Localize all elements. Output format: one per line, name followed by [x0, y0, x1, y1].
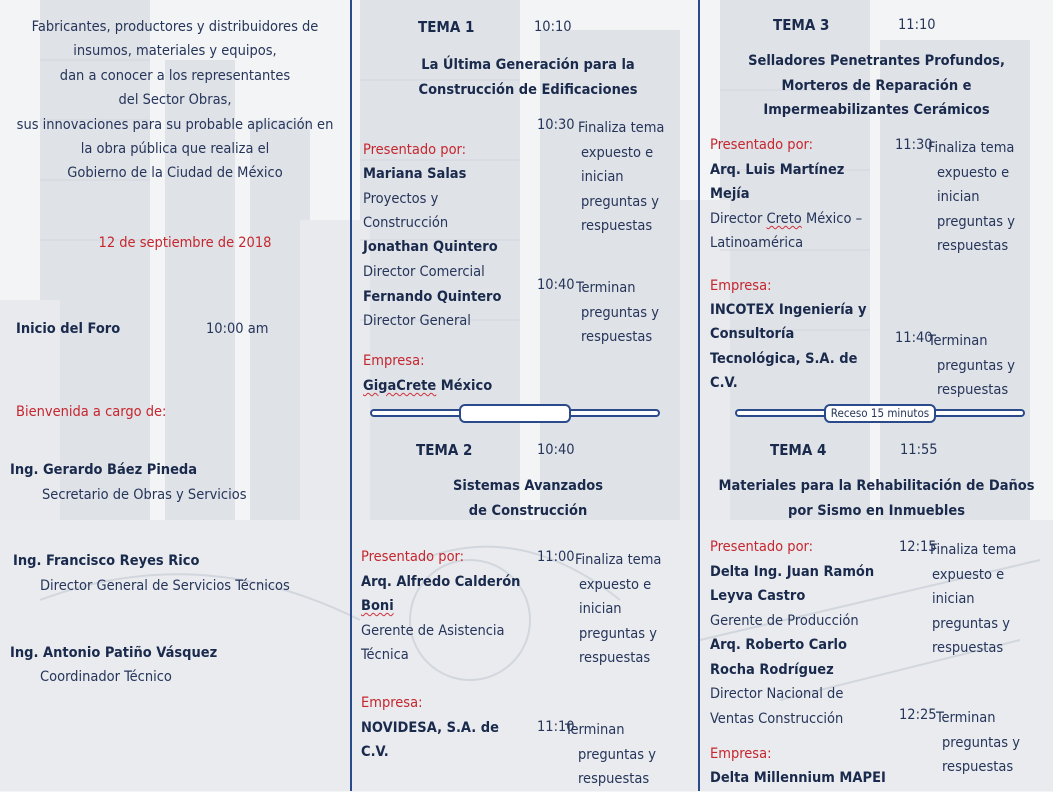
- speaker-name: Jonathan Quintero: [363, 239, 498, 255]
- tema4-title: Materiales para la Rehabilitación de Daños: [718, 478, 1035, 494]
- schedule-line: preguntas y: [579, 625, 657, 642]
- company-name: NOVIDESA, S.A. de: [361, 720, 499, 736]
- schedule-time: 12:25: [899, 707, 937, 723]
- event-date: 12 de septiembre de 2018: [98, 235, 272, 251]
- role-part: Director: [710, 211, 767, 227]
- schedule-line: preguntas y: [937, 357, 1015, 374]
- column-divider-1: [350, 0, 352, 791]
- schedule-time: 10:30: [537, 117, 575, 133]
- schedule-line: respuestas: [579, 650, 651, 667]
- tema1-presentado-label: Presentado por:: [363, 142, 467, 158]
- tema4-time: 11:55: [900, 442, 938, 458]
- speaker-surname: Boni: [361, 598, 394, 614]
- speaker-name: Arq. Alfredo Calderón: [361, 574, 521, 590]
- company-name: Delta Millennium MAPEI: [710, 770, 886, 786]
- schedule-line: inician: [932, 591, 975, 608]
- schedule-note: [575, 548, 661, 671]
- tema2-time: 10:40: [537, 442, 575, 458]
- schedule-line: respuestas: [937, 382, 1009, 399]
- speaker-role: [710, 210, 862, 228]
- speaker-name: [361, 597, 394, 615]
- intro-line: Gobierno de la Ciudad de México: [67, 165, 283, 182]
- company-name: Tecnológica, S.A. de: [710, 351, 858, 367]
- tema1-title: Construcción de Edificaciones: [418, 82, 638, 98]
- intro-line: la obra pública que realiza el: [80, 141, 270, 158]
- schedule-line: preguntas y: [932, 615, 1010, 632]
- tema2-title: Sistemas Avanzados: [452, 478, 604, 494]
- speaker-role: Técnica: [361, 647, 409, 663]
- schedule-line: Terminan: [928, 333, 988, 349]
- schedule-time: 10:40: [537, 277, 575, 293]
- tema1-empresa: [363, 377, 492, 395]
- person-name: Ing. Antonio Patiño Vásquez: [10, 645, 218, 661]
- schedule-line: preguntas y: [942, 734, 1020, 751]
- schedule-note: [928, 136, 1015, 259]
- speaker-role: Ventas Construcción: [710, 711, 844, 727]
- inicio-time: 10:00 am: [206, 321, 269, 337]
- tema3-presentado-label: Presentado por:: [710, 137, 814, 153]
- schedule-time: 11:30: [895, 137, 933, 153]
- person-role: Secretario de Obras y Servicios: [42, 487, 247, 503]
- schedule-line: preguntas y: [937, 213, 1015, 230]
- company-name: México: [436, 378, 493, 394]
- inicio-label: Inicio del Foro: [16, 321, 121, 337]
- schedule-line: Terminan: [576, 280, 636, 296]
- schedule-line: Finaliza tema: [575, 552, 662, 568]
- intro-line: dan a conocer a los representantes: [59, 67, 291, 84]
- speaker-name: Rocha Rodríguez: [710, 662, 834, 678]
- schedule-line: inician: [581, 169, 624, 186]
- schedule-note: [578, 116, 664, 239]
- company-name: C.V.: [361, 744, 389, 760]
- role-part: Creto: [766, 211, 802, 227]
- schedule-time: 11:40: [895, 330, 933, 346]
- speaker-role: Construcción: [363, 215, 449, 231]
- tema4-presentado-label: Presentado por:: [710, 539, 814, 555]
- schedule-time: 12:15: [899, 539, 937, 555]
- schedule-line: inician: [579, 601, 622, 618]
- tema1-empresa-label: Empresa:: [363, 353, 425, 369]
- company-name: INCOTEX Ingeniería y: [710, 302, 867, 318]
- schedule-line: respuestas: [578, 771, 650, 788]
- tema4-title: por Sismo en Inmuebles: [788, 503, 965, 519]
- speaker-role: Director Comercial: [363, 264, 485, 280]
- schedule-line: respuestas: [937, 238, 1009, 255]
- tema2-label: TEMA 2: [416, 441, 473, 459]
- tema3-label: TEMA 3: [773, 16, 830, 34]
- tema3-empresa-label: Empresa:: [710, 278, 772, 294]
- speaker-role: Gerente de Producción: [710, 613, 859, 629]
- schedule-line: preguntas y: [581, 304, 659, 321]
- person-name: Ing. Francisco Reyes Rico: [13, 553, 200, 569]
- tema3-time: 11:10: [898, 17, 936, 33]
- schedule-note: [930, 538, 1016, 661]
- role-part: México –: [801, 211, 863, 227]
- person-role: Coordinador Técnico: [40, 669, 172, 685]
- schedule-line: expuesto e: [932, 566, 1005, 583]
- bienvenida-label: Bienvenida a cargo de:: [16, 404, 167, 420]
- person-role: Director General de Servicios Técnicos: [40, 578, 290, 594]
- speaker-name: Leyva Castro: [710, 588, 806, 604]
- schedule-time: 11:00: [537, 549, 575, 565]
- receso-label: Receso 15 minutos: [830, 406, 930, 420]
- schedule-note: [565, 718, 656, 792]
- company-name: C.V.: [710, 375, 738, 391]
- scrollbar-divider: [370, 403, 662, 425]
- tema4-label: TEMA 4: [770, 441, 827, 459]
- tema3-title: Selladores Penetrantes Profundos,: [748, 53, 1005, 69]
- speaker-name: Fernando Quintero: [363, 289, 502, 305]
- schedule-line: Finaliza tema: [928, 140, 1015, 156]
- speaker-role: Latinoamérica: [710, 235, 804, 251]
- speaker-name: Arq. Luis Martínez: [710, 162, 845, 178]
- intro-text: [0, 15, 350, 186]
- tema4-empresa-label: Empresa:: [710, 746, 772, 762]
- speaker-role: Gerente de Asistencia: [361, 623, 505, 639]
- schedule-line: expuesto e: [579, 576, 652, 593]
- intro-line: insumos, materiales y equipos,: [73, 43, 277, 60]
- schedule-line: expuesto e: [581, 144, 654, 161]
- tema2-presentado-label: Presentado por:: [361, 549, 465, 565]
- schedule-line: Terminan: [936, 710, 996, 726]
- schedule-note: [928, 329, 1015, 403]
- speaker-name: Mejía: [710, 186, 750, 202]
- intro-line: sus innovaciones para su probable aplicación en: [16, 116, 334, 133]
- speaker-role: Proyectos y: [363, 191, 439, 207]
- schedule-note: [576, 276, 659, 350]
- tema3-title: Impermeabilizantes Cerámicos: [763, 102, 990, 118]
- company-name: GigaCrete: [363, 378, 437, 394]
- tema3-title: Morteros de Reparación e: [781, 78, 972, 94]
- tema1-time: 10:10: [534, 19, 572, 35]
- speaker-role: Director General: [363, 313, 471, 329]
- schedule-line: respuestas: [932, 640, 1004, 657]
- schedule-line: inician: [937, 189, 980, 206]
- schedule-line: respuestas: [581, 218, 653, 235]
- schedule-line: preguntas y: [578, 746, 656, 763]
- schedule-line: Finaliza tema: [930, 542, 1017, 558]
- company-name: Consultoría: [710, 326, 795, 342]
- speaker-role: Director Nacional de: [710, 686, 844, 702]
- speaker-name: Delta Ing. Juan Ramón: [710, 564, 875, 580]
- intro-line: Fabricantes, productores y distribuidores de: [31, 19, 319, 35]
- schedule-line: preguntas y: [581, 193, 659, 210]
- speaker-name: Mariana Salas: [363, 166, 467, 182]
- tema1-label: TEMA 1: [418, 18, 475, 36]
- schedule-line: Terminan: [565, 722, 625, 738]
- schedule-line: Finaliza tema: [578, 120, 665, 136]
- schedule-line: respuestas: [581, 329, 653, 346]
- speaker-name: Arq. Roberto Carlo: [710, 637, 847, 653]
- schedule-line: expuesto e: [937, 164, 1010, 181]
- schedule-time: 11:10: [537, 719, 575, 735]
- intro-line: del Sector Obras,: [118, 92, 232, 109]
- tema2-empresa-label: Empresa:: [361, 695, 423, 711]
- schedule-note: [936, 706, 1020, 780]
- schedule-line: respuestas: [942, 759, 1014, 776]
- person-name: Ing. Gerardo Báez Pineda: [10, 462, 198, 478]
- tema1-title: La Última Generación para la: [421, 57, 635, 73]
- tema2-title: de Construcción: [468, 503, 588, 519]
